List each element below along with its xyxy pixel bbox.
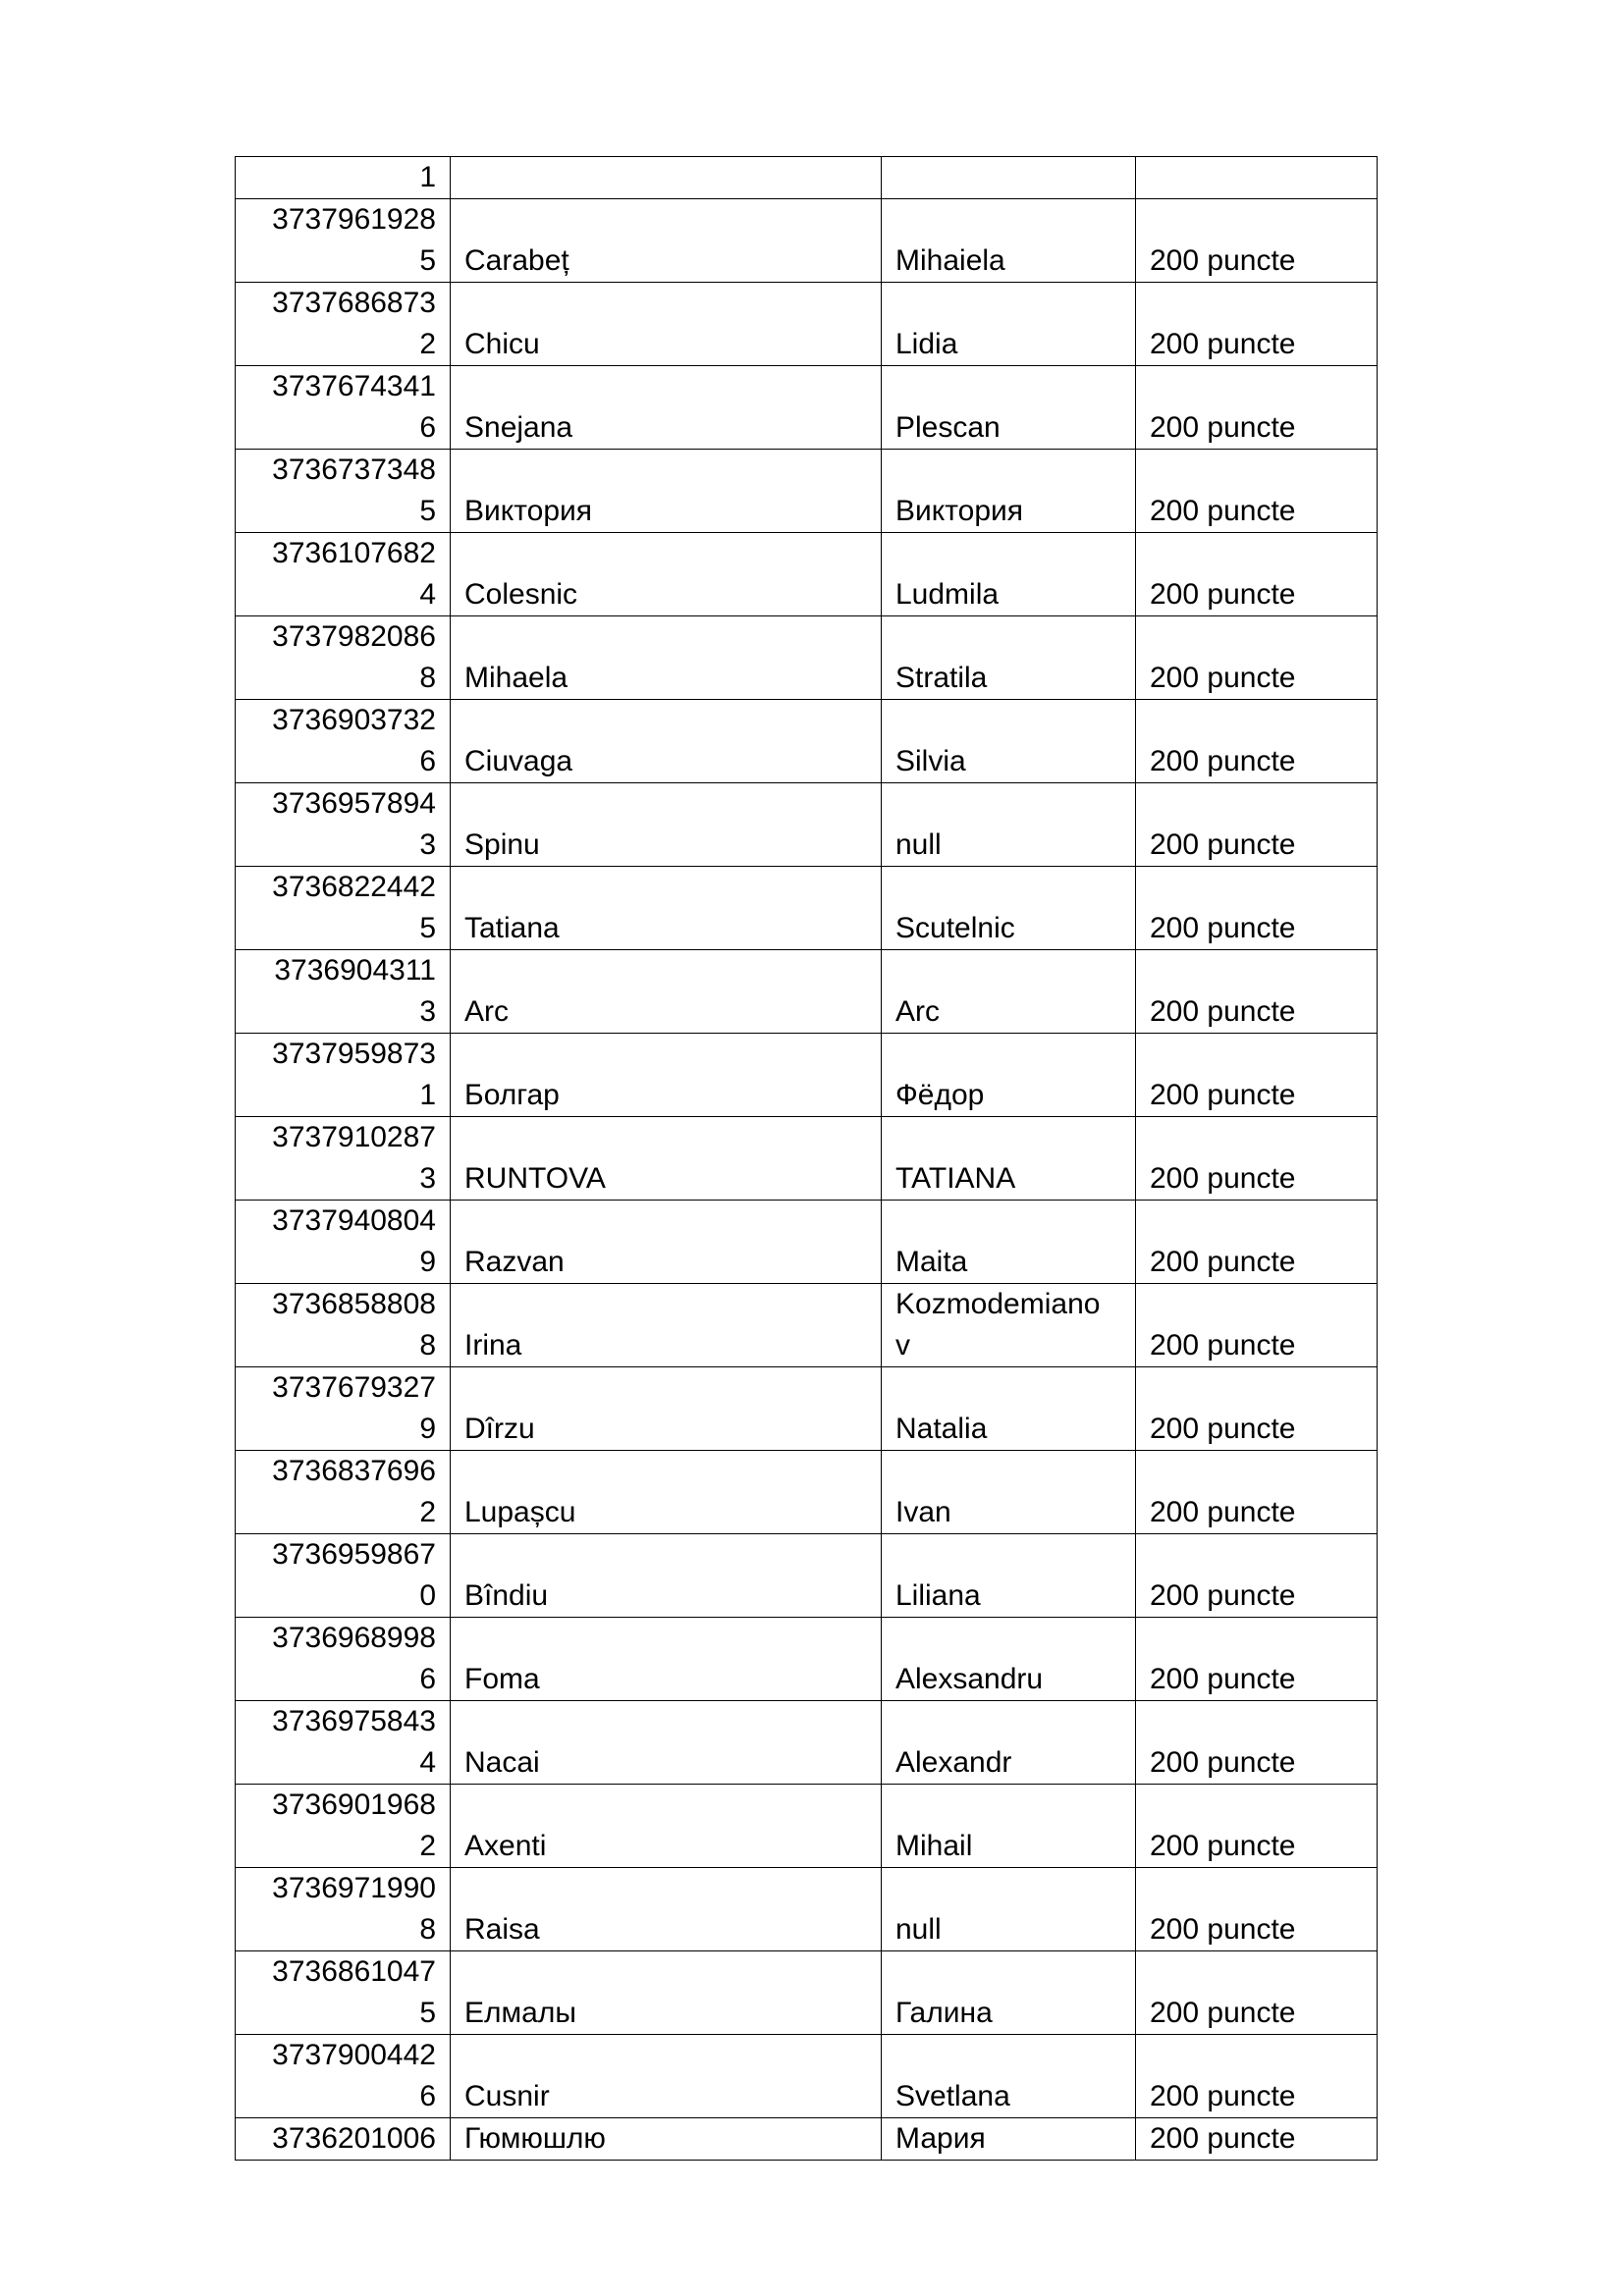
phone-number-cell [236, 2118, 451, 2161]
points-text: 200 puncte [1150, 244, 1296, 277]
name-text-2-line-2: Мария [895, 2122, 986, 2155]
name-cell-1 [451, 1951, 882, 2035]
name-text-1: Snejana [464, 411, 573, 444]
points-cell [1136, 450, 1378, 533]
phone-number-line-2: 2 [419, 1496, 436, 1528]
name-text-1: Carabeț [464, 244, 569, 277]
points-text: 200 puncte [1150, 995, 1296, 1028]
points-text: 200 puncte [1150, 745, 1296, 777]
name-text-2-line-2: Alexandr [895, 1746, 1012, 1779]
phone-number-line-2: 4 [419, 1746, 436, 1779]
name-cell-2 [882, 867, 1136, 950]
phone-number-cell [236, 366, 451, 450]
points-text [1150, 157, 1363, 198]
name-cell-2 [882, 450, 1136, 533]
table-row [236, 1117, 1378, 1201]
name-cell-1 [451, 283, 882, 366]
points-cell [1136, 1785, 1378, 1868]
phone-number-line-1: 3737961928 [272, 203, 436, 236]
name-text-2-line-1 [895, 1451, 1121, 1492]
table-row [236, 533, 1378, 616]
name-cell-2 [882, 1785, 1136, 1868]
name-text-1: Foma [464, 1663, 540, 1695]
name-text-2-line-1 [895, 1367, 1121, 1409]
points-cell [1136, 950, 1378, 1034]
table-row [236, 1868, 1378, 1951]
phone-number-cell [236, 450, 451, 533]
phone-number-line-2: 3736201006 [272, 2122, 436, 2155]
name-cell-2 [882, 366, 1136, 450]
phone-number-cell [236, 1284, 451, 1367]
points-cell [1136, 1534, 1378, 1618]
points-cell [1136, 1284, 1378, 1367]
name-cell-2 [882, 1284, 1136, 1367]
phone-number-line-1: 3737686873 [272, 287, 436, 319]
name-text-2-line-1 [895, 533, 1121, 574]
table-row [236, 366, 1378, 450]
name-text-2-line-2: Maita [895, 1246, 968, 1278]
name-text-2-line-2: null [895, 828, 942, 861]
phone-number-line-1: 3736904311 [274, 954, 436, 987]
points-text: 200 puncte [1150, 1413, 1296, 1445]
name-cell-1 [451, 1534, 882, 1618]
name-cell-2 [882, 533, 1136, 616]
points-text: 200 puncte [1150, 2122, 1296, 2155]
points-text: 200 puncte [1150, 1913, 1296, 1946]
phone-number-line-1: 3736959867 [272, 1538, 436, 1571]
name-text-2-line-1 [895, 867, 1121, 908]
points-text: 200 puncte [1150, 328, 1296, 360]
name-text-1: RUNTOVA [464, 1162, 606, 1195]
name-text-1: Болгар [464, 1079, 560, 1111]
name-cell-2 [882, 157, 1136, 199]
points-text: 200 puncte [1150, 1997, 1296, 2029]
table-row [236, 1034, 1378, 1117]
table-row [236, 616, 1378, 700]
name-cell-1 [451, 1367, 882, 1451]
table-row [236, 950, 1378, 1034]
phone-number-cell [236, 283, 451, 366]
name-text-2-line-1 [895, 1868, 1121, 1909]
name-text-2-line-1 [895, 2035, 1121, 2076]
phone-number-line-1: 3737900442 [272, 2039, 436, 2071]
points-text: 200 puncte [1150, 411, 1296, 444]
points-cell [1136, 1367, 1378, 1451]
phone-number-line-1: 3737982086 [272, 620, 436, 653]
name-text-1 [464, 157, 867, 198]
points-text: 200 puncte [1150, 495, 1296, 527]
name-cell-1 [451, 700, 882, 783]
name-text-2-line-1 [895, 1117, 1121, 1158]
phone-number-cell [236, 199, 451, 283]
phone-number-line-2: 1 [419, 161, 436, 193]
name-cell-2 [882, 1701, 1136, 1785]
points-cell [1136, 1701, 1378, 1785]
name-text-2-line-2: v [895, 1329, 910, 1362]
name-cell-2 [882, 1618, 1136, 1701]
name-cell-1 [451, 1034, 882, 1117]
name-cell-2 [882, 2035, 1136, 2118]
phone-number-line-2: 5 [419, 244, 436, 277]
name-text-2-line-1 [895, 199, 1121, 240]
points-text: 200 puncte [1150, 1746, 1296, 1779]
phone-number-line-2: 5 [419, 1997, 436, 2029]
phone-number-line-2: 1 [419, 1079, 436, 1111]
name-text-2-line-2: Ludmila [895, 578, 1000, 611]
name-text-2-line-1 [895, 700, 1121, 741]
name-text-2-line-2: Галина [895, 1997, 993, 2029]
phone-number-line-2: 6 [419, 411, 436, 444]
name-text-2-line-2: Stratila [895, 662, 988, 694]
table-row [236, 1951, 1378, 2035]
points-cell [1136, 283, 1378, 366]
name-text-1: Lupașcu [464, 1496, 576, 1528]
phone-number-line-2: 2 [419, 328, 436, 360]
name-text-2-line-2: Фёдор [895, 1079, 985, 1111]
name-cell-2 [882, 1868, 1136, 1951]
name-cell-2 [882, 1201, 1136, 1284]
name-text-1: Cusnir [464, 2080, 550, 2112]
name-text-2-line-2: Lidia [895, 328, 958, 360]
phone-number-line-1: 3737674341 [272, 370, 436, 402]
name-text-2-line-1: Kozmodemiano [895, 1288, 1101, 1320]
table-row [236, 283, 1378, 366]
name-text-1: Елмалы [464, 1997, 576, 2029]
table-row [236, 1785, 1378, 1868]
table-row [236, 783, 1378, 867]
points-text: 200 puncte [1150, 662, 1296, 694]
table-row [236, 867, 1378, 950]
table-row [236, 157, 1378, 199]
table-row [236, 1201, 1378, 1284]
name-cell-2 [882, 199, 1136, 283]
phone-number-line-1: 3736837696 [272, 1455, 436, 1487]
name-cell-1 [451, 533, 882, 616]
name-text-2-line-1 [895, 616, 1121, 658]
phone-number-line-1: 3737959873 [272, 1038, 436, 1070]
points-text: 200 puncte [1150, 2080, 1296, 2112]
phone-number-cell [236, 700, 451, 783]
name-text-2-line-2: Scutelnic [895, 912, 1015, 944]
points-text: 200 puncte [1150, 912, 1296, 944]
table-row [236, 1534, 1378, 1618]
points-cell [1136, 2118, 1378, 2161]
name-text-1: Axenti [464, 1830, 547, 1862]
name-text-2-line-1 [895, 1785, 1121, 1826]
phone-number-line-2: 5 [419, 495, 436, 527]
points-text: 200 puncte [1150, 1079, 1296, 1111]
points-cell [1136, 199, 1378, 283]
name-text-1: Chicu [464, 328, 540, 360]
phone-number-line-1: 3736858808 [272, 1288, 436, 1320]
table-row [236, 199, 1378, 283]
phone-number-line-1: 3736903732 [272, 704, 436, 736]
table-row [236, 1367, 1378, 1451]
data-table [235, 156, 1378, 2161]
points-cell [1136, 867, 1378, 950]
points-text: 200 puncte [1150, 828, 1296, 861]
name-cell-2 [882, 616, 1136, 700]
table-row [236, 1701, 1378, 1785]
name-text-2-line-2: Mihail [895, 1830, 973, 1862]
name-cell-1 [451, 199, 882, 283]
name-cell-2 [882, 1117, 1136, 1201]
phone-number-line-1: 3736975843 [272, 1705, 436, 1737]
name-cell-1 [451, 1701, 882, 1785]
name-text-1: Mihaela [464, 662, 568, 694]
phone-number-line-2: 4 [419, 578, 436, 611]
table-row [236, 2035, 1378, 2118]
phone-number-line-1: 3736901968 [272, 1789, 436, 1821]
phone-number-cell [236, 1701, 451, 1785]
table-row [236, 1451, 1378, 1534]
phone-number-line-2: 3 [419, 1162, 436, 1195]
name-text-1: Colesnic [464, 578, 578, 611]
name-text-2-line-2: Alexsandru [895, 1663, 1044, 1695]
phone-number-line-1: 3736968998 [272, 1622, 436, 1654]
phone-number-cell [236, 1785, 451, 1868]
name-cell-1 [451, 157, 882, 199]
name-cell-2 [882, 283, 1136, 366]
phone-number-cell [236, 1367, 451, 1451]
points-text: 200 puncte [1150, 1496, 1296, 1528]
name-cell-1 [451, 1785, 882, 1868]
name-cell-2 [882, 700, 1136, 783]
name-text-2-line-2: TATIANA [895, 1162, 1016, 1195]
name-text-1: Arc [464, 995, 509, 1028]
points-cell [1136, 1034, 1378, 1117]
points-cell [1136, 1451, 1378, 1534]
points-text: 200 puncte [1150, 1246, 1296, 1278]
phone-number-line-1: 3736737348 [272, 454, 436, 486]
name-cell-2 [882, 2118, 1136, 2161]
name-cell-1 [451, 366, 882, 450]
table-row [236, 2118, 1378, 2161]
phone-number-line-1: 3737910287 [272, 1121, 436, 1153]
name-cell-1 [451, 1201, 882, 1284]
name-text-2-line-2: Arc [895, 995, 940, 1028]
phone-number-line-2: 8 [419, 1329, 436, 1362]
name-cell-1 [451, 616, 882, 700]
table-row [236, 1618, 1378, 1701]
phone-number-line-2: 8 [419, 662, 436, 694]
phone-number-line-2: 3 [419, 828, 436, 861]
phone-number-cell [236, 1451, 451, 1534]
name-text-1: Razvan [464, 1246, 565, 1278]
points-cell [1136, 1868, 1378, 1951]
phone-number-line-2: 9 [419, 1246, 436, 1278]
name-text-2-line-1 [895, 1951, 1121, 1993]
phone-number-line-1: 3736107682 [272, 537, 436, 569]
name-cell-1 [451, 1117, 882, 1201]
points-cell [1136, 616, 1378, 700]
phone-number-cell [236, 157, 451, 199]
name-text-1: Nacai [464, 1746, 540, 1779]
points-cell [1136, 700, 1378, 783]
points-cell [1136, 1618, 1378, 1701]
name-cell-2 [882, 1534, 1136, 1618]
name-text-1: Bîndiu [464, 1579, 549, 1612]
phone-number-line-1: 3736822442 [272, 871, 436, 903]
phone-number-cell [236, 1117, 451, 1201]
phone-number-line-1: 3736971990 [272, 1872, 436, 1904]
name-cell-1 [451, 867, 882, 950]
name-text-1: Виктория [464, 495, 593, 527]
points-cell [1136, 783, 1378, 867]
name-text-1: Spinu [464, 828, 540, 861]
name-cell-2 [882, 1367, 1136, 1451]
phone-number-cell [236, 616, 451, 700]
phone-number-cell [236, 867, 451, 950]
table-row [236, 1284, 1378, 1367]
name-text-2-line-2: Plescan [895, 411, 1001, 444]
name-text-2-line-1 [895, 283, 1121, 324]
name-cell-2 [882, 1451, 1136, 1534]
phone-number-line-2: 9 [419, 1413, 436, 1445]
name-text-2-line-2: Ivan [895, 1496, 951, 1528]
points-cell [1136, 1201, 1378, 1284]
phone-number-line-1: 3737679327 [272, 1371, 436, 1404]
phone-number-cell [236, 1868, 451, 1951]
name-text-2-line-1 [895, 1701, 1121, 1742]
phone-number-line-2: 6 [419, 2080, 436, 2112]
name-text-2-line-2: Liliana [895, 1579, 981, 1612]
phone-number-cell [236, 533, 451, 616]
phone-number-line-2: 2 [419, 1830, 436, 1862]
phone-number-cell [236, 2035, 451, 2118]
phone-number-cell [236, 1534, 451, 1618]
name-cell-1 [451, 783, 882, 867]
name-cell-2 [882, 1034, 1136, 1117]
table-row [236, 700, 1378, 783]
points-cell [1136, 1951, 1378, 2035]
name-cell-2 [882, 1951, 1136, 2035]
points-text: 200 puncte [1150, 1162, 1296, 1195]
phone-number-cell [236, 783, 451, 867]
points-text: 200 puncte [1150, 578, 1296, 611]
points-text: 200 puncte [1150, 1579, 1296, 1612]
name-text-2-line-1 [895, 1534, 1121, 1575]
phone-number-line-2: 0 [419, 1579, 436, 1612]
name-text-2-line-1 [895, 950, 1121, 991]
name-text-1: Irina [464, 1329, 522, 1362]
points-cell [1136, 533, 1378, 616]
name-cell-2 [882, 783, 1136, 867]
table-row [236, 450, 1378, 533]
name-cell-1 [451, 1618, 882, 1701]
name-text-2-line-1 [895, 1618, 1121, 1659]
name-text-2-line-2 [895, 157, 1121, 198]
points-text: 200 puncte [1150, 1329, 1296, 1362]
name-cell-1 [451, 1868, 882, 1951]
phone-number-line-1: 3736957894 [272, 787, 436, 820]
phone-number-line-2: 8 [419, 1913, 436, 1946]
phone-number-cell [236, 1618, 451, 1701]
name-text-2-line-2: Natalia [895, 1413, 988, 1445]
name-text-2-line-1 [895, 1201, 1121, 1242]
points-cell [1136, 366, 1378, 450]
phone-number-cell [236, 1951, 451, 2035]
phone-number-line-2: 6 [419, 1663, 436, 1695]
name-cell-1 [451, 1284, 882, 1367]
points-cell [1136, 157, 1378, 199]
name-cell-1 [451, 2118, 882, 2161]
points-text: 200 puncte [1150, 1830, 1296, 1862]
name-text-2-line-2: Виктория [895, 495, 1024, 527]
name-text-2-line-2: Mihaiela [895, 244, 1005, 277]
name-cell-1 [451, 950, 882, 1034]
name-cell-1 [451, 2035, 882, 2118]
phone-number-cell [236, 1034, 451, 1117]
phone-number-cell [236, 950, 451, 1034]
name-text-2-line-1 [895, 783, 1121, 825]
phone-number-line-2: 5 [419, 912, 436, 944]
name-text-2-line-2: null [895, 1913, 942, 1946]
points-cell [1136, 2035, 1378, 2118]
name-text-2-line-2: Silvia [895, 745, 966, 777]
phone-number-line-1: 3736861047 [272, 1955, 436, 1988]
phone-number-line-2: 3 [419, 995, 436, 1028]
points-text: 200 puncte [1150, 1663, 1296, 1695]
name-text-1: Dîrzu [464, 1413, 535, 1445]
name-text-1: Гюмюшлю [464, 2122, 606, 2155]
name-cell-1 [451, 450, 882, 533]
name-text-2-line-1 [895, 450, 1121, 491]
name-text-2-line-1 [895, 366, 1121, 407]
name-text-2-line-1 [895, 1034, 1121, 1075]
points-cell [1136, 1117, 1378, 1201]
phone-number-line-1: 3737940804 [272, 1204, 436, 1237]
table-body [236, 157, 1378, 2161]
name-text-2-line-2: Svetlana [895, 2080, 1010, 2112]
phone-number-line-2: 6 [419, 745, 436, 777]
name-cell-2 [882, 950, 1136, 1034]
name-cell-1 [451, 1451, 882, 1534]
name-text-1: Tatiana [464, 912, 560, 944]
name-text-1: Ciuvaga [464, 745, 573, 777]
name-text-1: Raisa [464, 1913, 540, 1946]
phone-number-cell [236, 1201, 451, 1284]
